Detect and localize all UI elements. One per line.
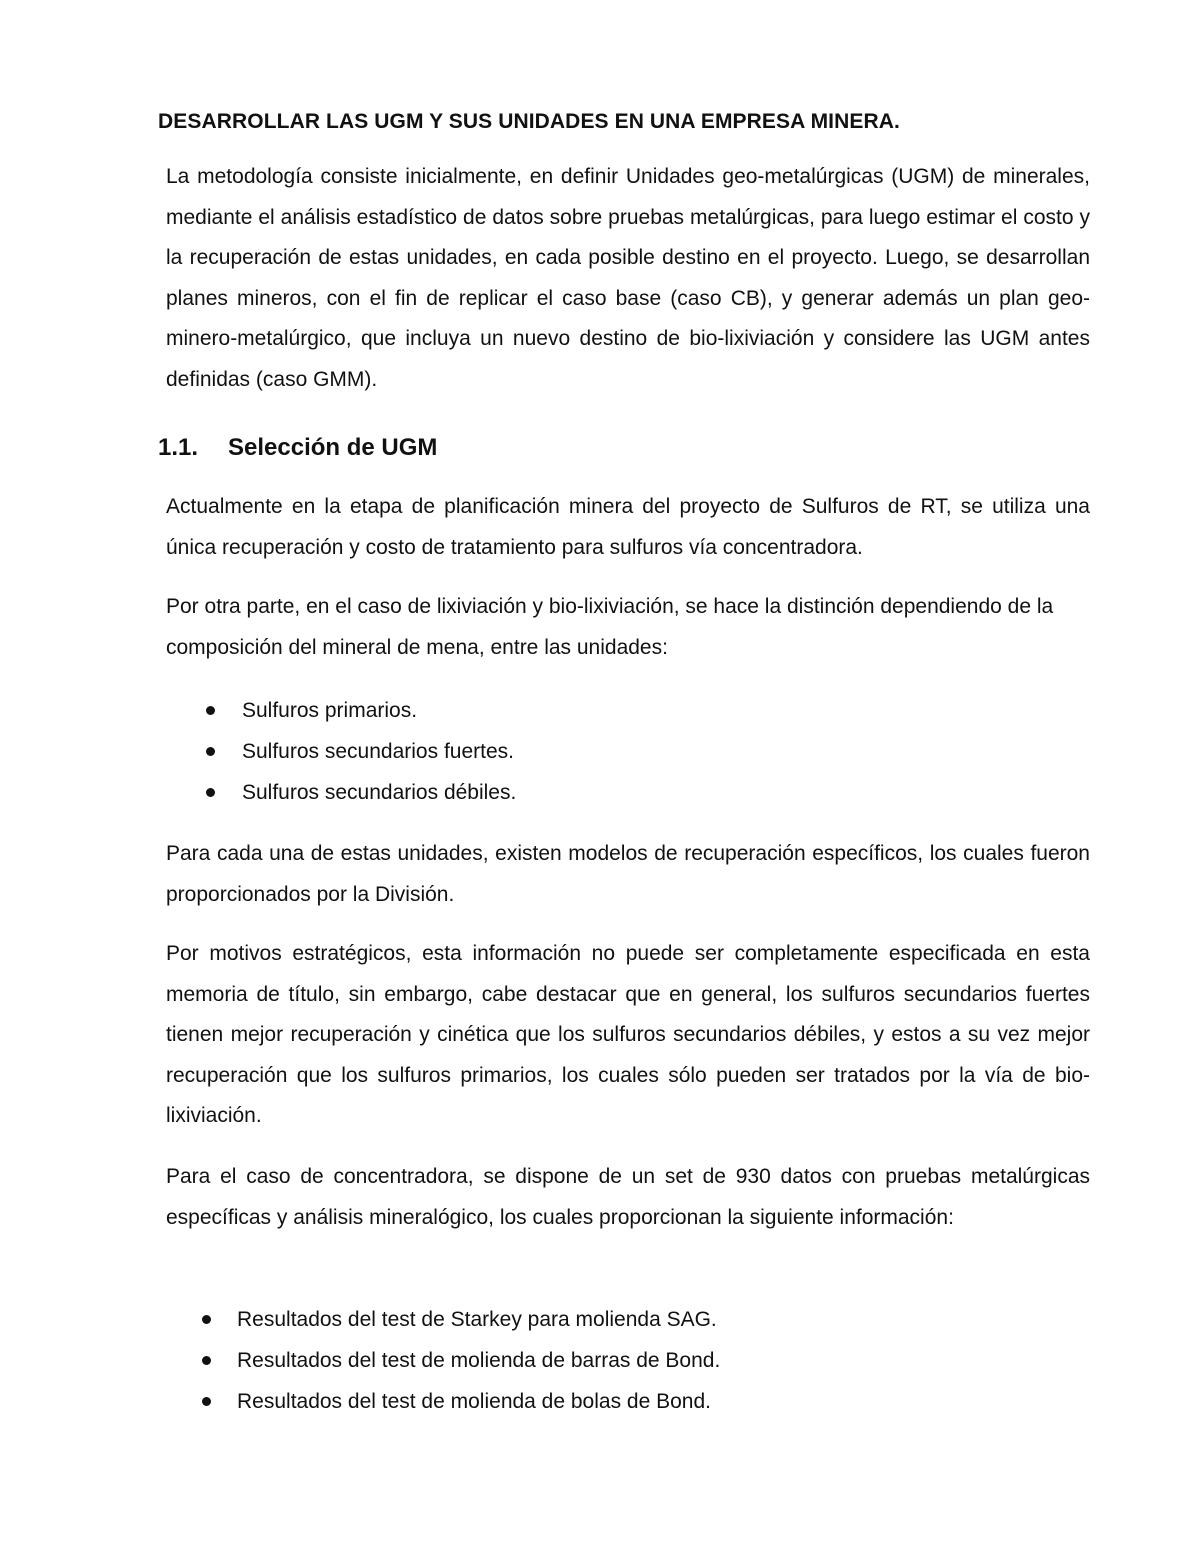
list-item-text: Resultados del test de Starkey para molienda SAG.: [237, 1308, 717, 1331]
section-heading: [158, 434, 437, 462]
list-item: [242, 731, 516, 772]
paragraph-concentrator: Para el caso de concentradora, se dispone de un set de 930 datos con pruebas metalúrgicas específicas y análisis mineralógico, los cuales proporcionan la siguiente información:: [166, 1165, 1090, 1229]
list-item-text: Sulfuros secundarios fuertes.: [242, 740, 514, 763]
paragraph-leaching-units: Por otra parte, en el caso de lixiviación y bio-lixiviación, se hace la distinción dependiendo de la composición del mineral de mena, entre las unidades:: [166, 595, 1054, 659]
section-number: 1.1.: [158, 434, 199, 461]
list-item-text: Sulfuros secundarios débiles.: [242, 781, 517, 804]
list-item: [237, 1299, 720, 1340]
list-item-text: Resultados del test de molienda de bolas de Bond.: [237, 1390, 711, 1413]
list-item-text: Sulfuros primarios.: [242, 699, 418, 722]
paragraph-recovery-models: Para cada una de estas unidades, existen modelos de recuperación específicos, los cuales fueron proporcionados por la División.: [166, 842, 1090, 906]
bullet-icon: [206, 747, 215, 756]
bullet-icon: [202, 1356, 211, 1365]
list-item: [237, 1381, 720, 1422]
document-title: DESARROLLAR LAS UGM Y SUS UNIDADES EN UNA EMPRESA MINERA.: [158, 110, 900, 133]
list-item-text: Resultados del test de molienda de barras de Bond.: [237, 1349, 721, 1372]
list-item: [237, 1340, 720, 1381]
paragraph-current-planning: Actualmente en la etapa de planificación minera del proyecto de Sulfuros de RT, se utiliza una única recuperación y costo de tratamiento para sulfuros vía concentradora.: [166, 495, 1090, 559]
bullet-icon: [206, 788, 215, 797]
tests-list: [237, 1299, 720, 1422]
intro-paragraph: La metodología consiste inicialmente, en definir Unidades geo-metalúrgicas (UGM) de minerales, mediante el análisis estadístico de datos sobre pruebas metalúrgicas, para luego estimar el costo y la recuperación de estas unidades, en cada posible destino en el proyecto. Luego, se desarrollan planes mineros, con el fin de replicar el caso base (caso CB), y generar además un plan geo-minero-metalúrgico, que incluya un nuevo destino de bio-lixiviación y considere las UGM antes definidas (caso GMM).: [166, 165, 1090, 391]
units-list: [242, 690, 516, 813]
paragraph-strategic-reasons: Por motivos estratégicos, esta información no puede ser completamente especificada en esta memoria de título, sin embargo, cabe destacar que en general, los sulfuros secundarios fuertes tienen mejor recuperación y cinética que los sulfuros secundarios débiles, y estos a su vez mejor recuperación que los sulfuros primarios, los cuales sólo pueden ser tratados por la vía de bio-lixiviación.: [166, 942, 1090, 1127]
list-item: [242, 772, 516, 813]
list-item: [242, 690, 516, 731]
bullet-icon: [202, 1397, 211, 1406]
bullet-icon: [206, 706, 215, 715]
bullet-icon: [202, 1315, 211, 1324]
section-title: Selección de UGM: [228, 434, 438, 461]
